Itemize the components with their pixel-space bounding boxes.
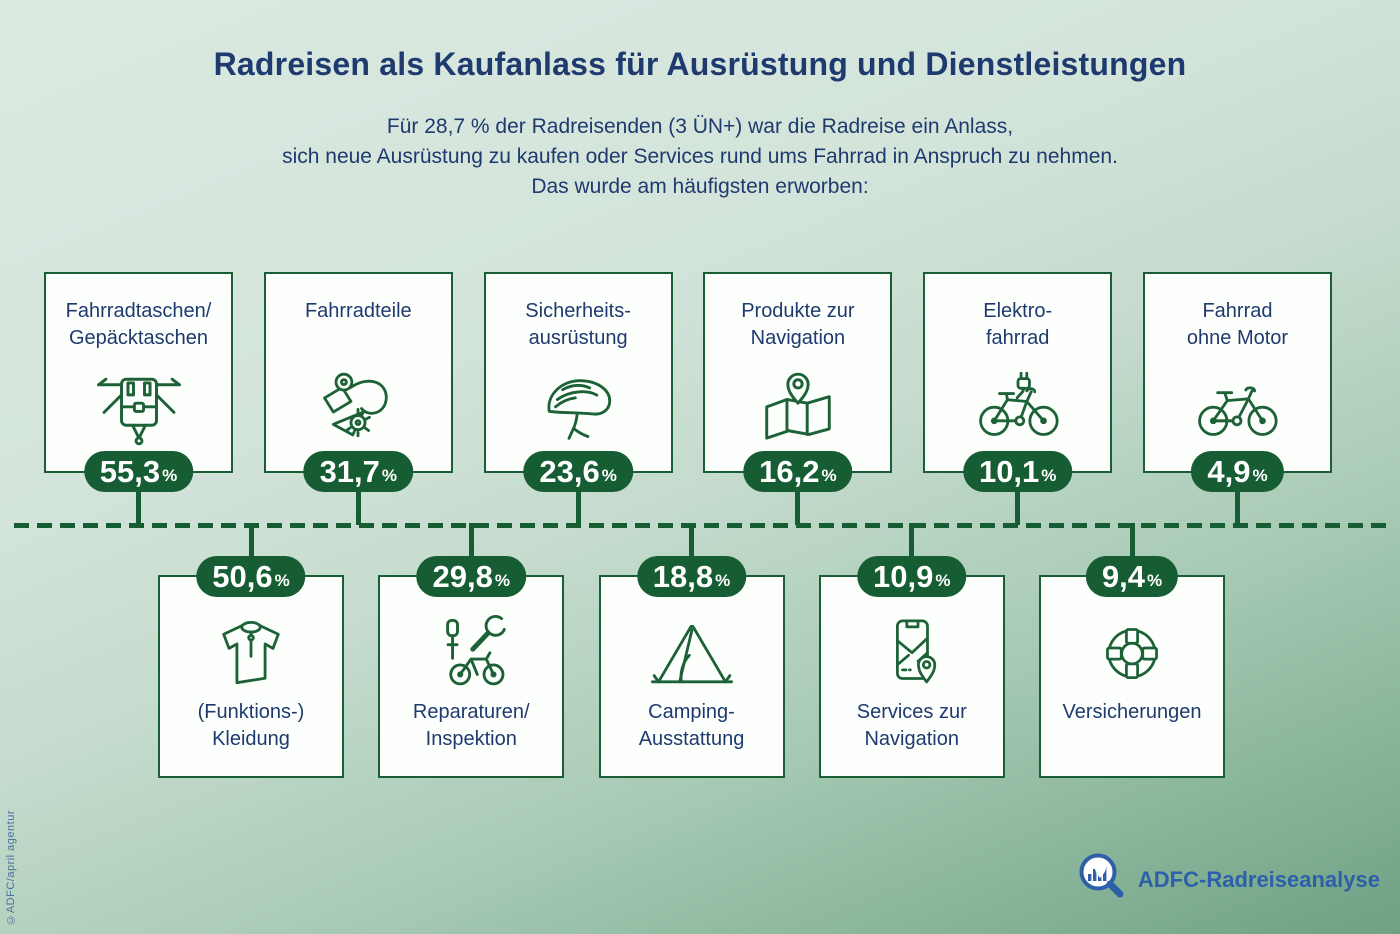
copyright-credit: ©ADFC/april agentur [5,810,17,926]
percentage-badge: 10,9 % [857,556,966,597]
phone-navigation-icon [821,605,1003,697]
connector-stem [909,523,914,558]
percentage-badge: 16,2 % [743,451,852,492]
percentage-badge: 50,6 % [196,556,305,597]
tent-icon [601,605,783,697]
category-label: Reparaturen/ Inspektion [412,701,530,750]
category-card-services-navigation [819,559,1005,778]
category-label: (Funktions-) Kleidung [197,701,305,750]
connector-stem [689,523,694,558]
category-card-versicherungen [1039,559,1225,778]
category-card-sicherheitsausruestung [484,272,673,489]
derailleur-icon [266,358,451,452]
category-label: Services zur Navigation [856,701,967,750]
connector-stem [795,490,800,525]
repair-tools-icon [380,605,562,697]
connector-stem [136,490,141,525]
percentage-badge: 9,4 % [1086,556,1178,597]
pannier-bag-icon [46,358,231,452]
map-pin-icon [705,358,890,452]
connector-stem [1235,490,1240,525]
brand-name: ADFC-Radreiseanalyse [1137,866,1380,892]
category-label: Fahrradtaschen/ Gepäcktaschen [65,300,212,349]
page-title: Radreisen als Kaufanlass für Ausrüstung und Dienstleistungen [213,46,1187,82]
category-card-fahrradteile [264,272,453,489]
page-subtitle [0,112,1400,202]
jersey-icon [160,605,342,697]
connector-stem [1130,523,1135,558]
top-category-row [44,272,1332,489]
bicycle-icon [1145,358,1330,452]
category-label: Produkte zur Navigation [741,300,855,349]
bottom-category-row [158,559,1225,778]
category-label: Versicherungen [1062,701,1202,723]
subtitle-line: Das wurde am häufigsten erworben: [531,175,869,198]
category-card-elektrofahrrad [923,272,1112,489]
percentage-badge: 10,1 % [963,451,1072,492]
connector-stem [469,523,474,558]
category-card-produkte-navigation [703,272,892,489]
category-card-camping [599,559,785,778]
connector-stem [1015,490,1020,525]
percentage-badge: 55,3 % [84,451,193,492]
percentage-badge: 31,7 % [304,451,413,492]
connector-stem [576,490,581,525]
subtitle-line: sich neue Ausrüstung zu kaufen oder Services rund ums Fahrrad in Anspruch zu nehmen. [282,145,1118,168]
connector-stem [249,523,254,558]
category-card-reparaturen [378,559,564,778]
category-label: Camping- Ausstattung [638,701,745,750]
category-card-kleidung [158,559,344,778]
category-label: Fahrrad ohne Motor [1186,300,1289,349]
connector-stem [356,490,361,525]
magnifier-chart-logo-icon [1077,851,1129,908]
lifebuoy-icon [1041,605,1223,697]
brand-logo-block [1077,851,1380,908]
category-card-fahrradtaschen [44,272,233,489]
dashed-divider-line [14,523,1386,528]
category-label: Fahrradteile [304,300,412,322]
percentage-badge: 18,8 % [637,556,746,597]
category-label: Elektro- fahrrad [983,300,1053,349]
ebike-icon [925,358,1110,452]
percentage-badge: 29,8 % [417,556,526,597]
category-label: Sicherheits- ausrüstung [525,300,631,349]
percentage-badge: 23,6 % [523,451,632,492]
category-card-fahrrad-ohne-motor [1143,272,1332,489]
subtitle-line: Für 28,7 % der Radreisenden (3 ÜN+) war die Radreise ein Anlass, [386,115,1014,138]
percentage-badge: 4,9 % [1191,451,1283,492]
helmet-icon [486,358,671,452]
